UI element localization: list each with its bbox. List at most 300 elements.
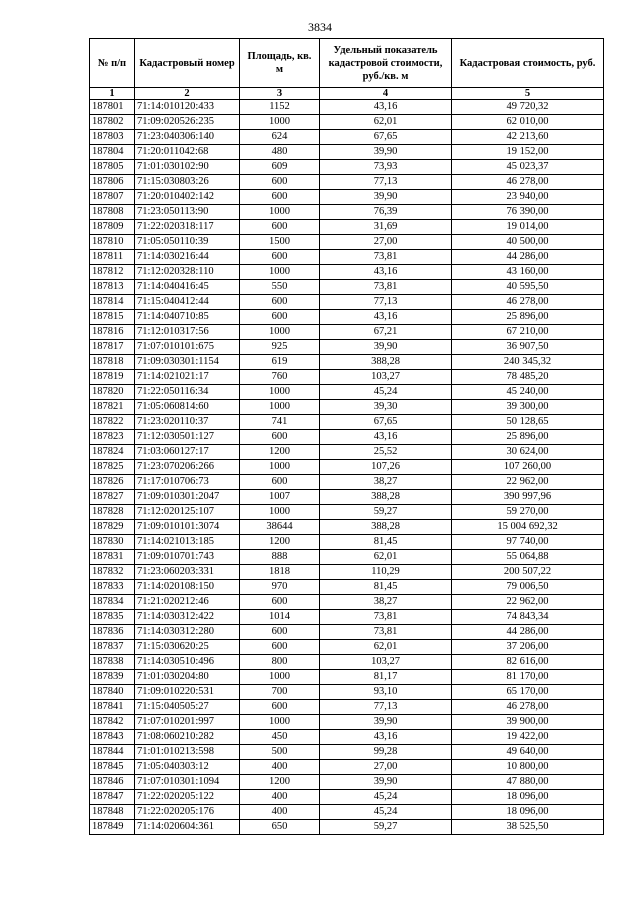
cadastral-value-cell: 81 170,00	[452, 670, 604, 685]
cadastral-number-cell: 71:22:050116:34	[135, 385, 240, 400]
table-row	[90, 715, 604, 730]
cadastral-number-cell: 71:14:021013:185	[135, 535, 240, 550]
table-row	[90, 595, 604, 610]
column-number: 4	[320, 88, 452, 100]
unit-value-cell: 45,24	[320, 790, 452, 805]
cadastral-number-cell: 71:09:010701:743	[135, 550, 240, 565]
row-number-cell: 187848	[90, 805, 135, 820]
header-row	[90, 39, 604, 88]
table-row	[90, 265, 604, 280]
table-row	[90, 790, 604, 805]
table-row	[90, 205, 604, 220]
area-cell: 700	[240, 685, 320, 700]
unit-value-cell: 73,81	[320, 625, 452, 640]
table-row	[90, 535, 604, 550]
cadastral-value-cell: 200 507,22	[452, 565, 604, 580]
unit-value-cell: 81,45	[320, 580, 452, 595]
row-number-cell: 187836	[90, 625, 135, 640]
cadastral-number-cell: 71:09:030301:1154	[135, 355, 240, 370]
page-number: 3834	[308, 20, 332, 34]
cadastral-number-cell: 71:22:020205:176	[135, 805, 240, 820]
row-number-cell: 187811	[90, 250, 135, 265]
cadastral-value-cell: 10 800,00	[452, 760, 604, 775]
cadastral-number-cell: 71:09:010101:3074	[135, 520, 240, 535]
row-number-cell: 187826	[90, 475, 135, 490]
cadastral-value-cell: 67 210,00	[452, 325, 604, 340]
cadastral-number-cell: 71:14:030312:280	[135, 625, 240, 640]
table-row	[90, 355, 604, 370]
unit-value-cell: 73,93	[320, 160, 452, 175]
unit-value-cell: 38,27	[320, 595, 452, 610]
cadastral-number-cell: 71:01:010213:598	[135, 745, 240, 760]
row-number-cell: 187808	[90, 205, 135, 220]
unit-value-cell: 107,26	[320, 460, 452, 475]
table-row	[90, 340, 604, 355]
cadastral-value-cell: 22 962,00	[452, 475, 604, 490]
area-cell: 600	[240, 700, 320, 715]
cadastral-value-cell: 19 014,00	[452, 220, 604, 235]
unit-value-cell: 43,16	[320, 730, 452, 745]
table-row	[90, 280, 604, 295]
area-cell: 1000	[240, 670, 320, 685]
cadastral-number-cell: 71:08:060210:282	[135, 730, 240, 745]
cadastral-value-cell: 65 170,00	[452, 685, 604, 700]
table-row	[90, 400, 604, 415]
cadastral-value-cell: 390 997,96	[452, 490, 604, 505]
area-cell: 1007	[240, 490, 320, 505]
cadastral-value-cell: 46 278,00	[452, 700, 604, 715]
row-number-cell: 187834	[90, 595, 135, 610]
header-row-number: № п/п	[90, 39, 135, 88]
area-cell: 550	[240, 280, 320, 295]
unit-value-cell: 388,28	[320, 490, 452, 505]
area-cell: 925	[240, 340, 320, 355]
area-cell: 400	[240, 790, 320, 805]
cadastral-value-cell: 19 152,00	[452, 145, 604, 160]
row-number-cell: 187801	[90, 100, 135, 115]
unit-value-cell: 39,90	[320, 190, 452, 205]
area-cell: 600	[240, 625, 320, 640]
cadastral-number-cell: 71:15:040505:27	[135, 700, 240, 715]
cadastral-value-cell: 49 640,00	[452, 745, 604, 760]
row-number-cell: 187830	[90, 535, 135, 550]
cadastral-number-cell: 71:14:030510:496	[135, 655, 240, 670]
row-number-cell: 187806	[90, 175, 135, 190]
table-row	[90, 475, 604, 490]
cadastral-number-cell: 71:01:030102:90	[135, 160, 240, 175]
table-row	[90, 700, 604, 715]
unit-value-cell: 73,81	[320, 610, 452, 625]
unit-value-cell: 27,00	[320, 235, 452, 250]
area-cell: 1000	[240, 715, 320, 730]
cadastral-value-cell: 40 500,00	[452, 235, 604, 250]
row-number-cell: 187802	[90, 115, 135, 130]
area-cell: 619	[240, 355, 320, 370]
cadastral-value-cell: 47 880,00	[452, 775, 604, 790]
cadastral-value-cell: 39 300,00	[452, 400, 604, 415]
cadastral-number-cell: 71:23:070206:266	[135, 460, 240, 475]
row-number-cell: 187818	[90, 355, 135, 370]
cadastral-number-cell: 71:12:020125:107	[135, 505, 240, 520]
table-row	[90, 445, 604, 460]
column-number: 3	[240, 88, 320, 100]
cadastral-number-cell: 71:21:020212:46	[135, 595, 240, 610]
unit-value-cell: 62,01	[320, 115, 452, 130]
table-row	[90, 565, 604, 580]
header-unit-value: Удельный показатель кадастровой стоимости, руб./кв. м	[320, 39, 452, 88]
unit-value-cell: 39,30	[320, 400, 452, 415]
area-cell: 609	[240, 160, 320, 175]
table-row	[90, 325, 604, 340]
table-row	[90, 805, 604, 820]
unit-value-cell: 67,65	[320, 415, 452, 430]
column-number: 2	[135, 88, 240, 100]
cadastral-value-cell: 107 260,00	[452, 460, 604, 475]
cadastral-value-cell: 37 206,00	[452, 640, 604, 655]
table-row	[90, 640, 604, 655]
cadastral-number-cell: 71:09:010301:2047	[135, 490, 240, 505]
table-row	[90, 745, 604, 760]
unit-value-cell: 81,17	[320, 670, 452, 685]
unit-value-cell: 388,28	[320, 355, 452, 370]
cadastral-value-cell: 43 160,00	[452, 265, 604, 280]
table-row	[90, 685, 604, 700]
row-number-cell: 187819	[90, 370, 135, 385]
unit-value-cell: 39,90	[320, 775, 452, 790]
column-numbers-row	[90, 88, 604, 100]
cadastral-number-cell: 71:05:040303:12	[135, 760, 240, 775]
cadastral-value-table	[89, 38, 604, 835]
area-cell: 38644	[240, 520, 320, 535]
unit-value-cell: 39,90	[320, 340, 452, 355]
table-row	[90, 130, 604, 145]
table-row	[90, 760, 604, 775]
cadastral-number-cell: 71:15:030803:26	[135, 175, 240, 190]
table-row	[90, 610, 604, 625]
table-row	[90, 490, 604, 505]
row-number-cell: 187827	[90, 490, 135, 505]
row-number-cell: 187843	[90, 730, 135, 745]
cadastral-number-cell: 71:12:020328:110	[135, 265, 240, 280]
row-number-cell: 187835	[90, 610, 135, 625]
cadastral-number-cell: 71:07:010301:1094	[135, 775, 240, 790]
table-body	[90, 100, 604, 835]
cadastral-number-cell: 71:20:010402:142	[135, 190, 240, 205]
unit-value-cell: 67,65	[320, 130, 452, 145]
row-number-cell: 187820	[90, 385, 135, 400]
area-cell: 1000	[240, 385, 320, 400]
area-cell: 600	[240, 175, 320, 190]
cadastral-number-cell: 71:05:050110:39	[135, 235, 240, 250]
row-number-cell: 187822	[90, 415, 135, 430]
column-number: 5	[452, 88, 604, 100]
area-cell: 1000	[240, 505, 320, 520]
cadastral-value-cell: 18 096,00	[452, 805, 604, 820]
unit-value-cell: 110,29	[320, 565, 452, 580]
cadastral-number-cell: 71:14:020108:150	[135, 580, 240, 595]
cadastral-number-cell: 71:09:020526:235	[135, 115, 240, 130]
unit-value-cell: 77,13	[320, 175, 452, 190]
cadastral-value-cell: 62 010,00	[452, 115, 604, 130]
cadastral-number-cell: 71:14:020604:361	[135, 820, 240, 835]
unit-value-cell: 43,16	[320, 310, 452, 325]
area-cell: 650	[240, 820, 320, 835]
unit-value-cell: 99,28	[320, 745, 452, 760]
row-number-cell: 187832	[90, 565, 135, 580]
row-number-cell: 187809	[90, 220, 135, 235]
row-number-cell: 187821	[90, 400, 135, 415]
cadastral-number-cell: 71:23:020110:37	[135, 415, 240, 430]
cadastral-value-cell: 59 270,00	[452, 505, 604, 520]
row-number-cell: 187840	[90, 685, 135, 700]
unit-value-cell: 27,00	[320, 760, 452, 775]
row-number-cell: 187849	[90, 820, 135, 835]
area-cell: 1818	[240, 565, 320, 580]
cadastral-value-cell: 74 843,34	[452, 610, 604, 625]
row-number-cell: 187807	[90, 190, 135, 205]
header-cadastral-value: Кадастровая стоимость, руб.	[452, 39, 604, 88]
table-row	[90, 520, 604, 535]
unit-value-cell: 25,52	[320, 445, 452, 460]
row-number-cell: 187828	[90, 505, 135, 520]
cadastral-value-cell: 15 004 692,32	[452, 520, 604, 535]
unit-value-cell: 59,27	[320, 505, 452, 520]
table-row	[90, 415, 604, 430]
area-cell: 741	[240, 415, 320, 430]
cadastral-number-cell: 71:09:010220:531	[135, 685, 240, 700]
area-cell: 600	[240, 250, 320, 265]
row-number-cell: 187810	[90, 235, 135, 250]
area-cell: 1500	[240, 235, 320, 250]
row-number-cell: 187838	[90, 655, 135, 670]
unit-value-cell: 81,45	[320, 535, 452, 550]
unit-value-cell: 103,27	[320, 370, 452, 385]
row-number-cell: 187803	[90, 130, 135, 145]
area-cell: 600	[240, 310, 320, 325]
row-number-cell: 187844	[90, 745, 135, 760]
unit-value-cell: 43,16	[320, 100, 452, 115]
table-row	[90, 625, 604, 640]
area-cell: 600	[240, 295, 320, 310]
table-row	[90, 385, 604, 400]
cadastral-value-cell: 46 278,00	[452, 175, 604, 190]
area-cell: 1000	[240, 265, 320, 280]
row-number-cell: 187824	[90, 445, 135, 460]
table-row	[90, 145, 604, 160]
row-number-cell: 187831	[90, 550, 135, 565]
row-number-cell: 187812	[90, 265, 135, 280]
row-number-cell: 187823	[90, 430, 135, 445]
area-cell: 624	[240, 130, 320, 145]
cadastral-number-cell: 71:15:030620:25	[135, 640, 240, 655]
table-row	[90, 310, 604, 325]
cadastral-number-cell: 71:05:060814:60	[135, 400, 240, 415]
cadastral-number-cell: 71:14:040710:85	[135, 310, 240, 325]
unit-value-cell: 45,24	[320, 805, 452, 820]
cadastral-value-cell: 82 616,00	[452, 655, 604, 670]
cadastral-value-cell: 30 624,00	[452, 445, 604, 460]
row-number-cell: 187814	[90, 295, 135, 310]
cadastral-number-cell: 71:23:050113:90	[135, 205, 240, 220]
cadastral-value-cell: 40 595,50	[452, 280, 604, 295]
area-cell: 1000	[240, 205, 320, 220]
unit-value-cell: 67,21	[320, 325, 452, 340]
cadastral-number-cell: 71:17:010706:73	[135, 475, 240, 490]
table-row	[90, 100, 604, 115]
cadastral-value-cell: 19 422,00	[452, 730, 604, 745]
area-cell: 600	[240, 595, 320, 610]
unit-value-cell: 77,13	[320, 700, 452, 715]
cadastral-number-cell: 71:07:010201:997	[135, 715, 240, 730]
area-cell: 450	[240, 730, 320, 745]
table-row	[90, 295, 604, 310]
cadastral-value-cell: 45 240,00	[452, 385, 604, 400]
area-cell: 400	[240, 805, 320, 820]
cadastral-value-cell: 46 278,00	[452, 295, 604, 310]
table-row	[90, 580, 604, 595]
area-cell: 760	[240, 370, 320, 385]
area-cell: 888	[240, 550, 320, 565]
unit-value-cell: 73,81	[320, 250, 452, 265]
cadastral-value-cell: 42 213,60	[452, 130, 604, 145]
area-cell: 600	[240, 640, 320, 655]
unit-value-cell: 39,90	[320, 145, 452, 160]
unit-value-cell: 43,16	[320, 430, 452, 445]
cadastral-value-cell: 25 896,00	[452, 430, 604, 445]
cadastral-number-cell: 71:14:040416:45	[135, 280, 240, 295]
area-cell: 1000	[240, 400, 320, 415]
area-cell: 600	[240, 190, 320, 205]
cadastral-value-cell: 18 096,00	[452, 790, 604, 805]
row-number-cell: 187839	[90, 670, 135, 685]
header-cadastral-number: Кадастровый номер	[135, 39, 240, 88]
unit-value-cell: 38,27	[320, 475, 452, 490]
cadastral-value-cell: 49 720,32	[452, 100, 604, 115]
row-number-cell: 187816	[90, 325, 135, 340]
cadastral-value-cell: 44 286,00	[452, 625, 604, 640]
row-number-cell: 187829	[90, 520, 135, 535]
area-cell: 1200	[240, 535, 320, 550]
table-row	[90, 190, 604, 205]
cadastral-value-cell: 23 940,00	[452, 190, 604, 205]
table-row	[90, 655, 604, 670]
area-cell: 800	[240, 655, 320, 670]
area-cell: 500	[240, 745, 320, 760]
cadastral-value-cell: 36 907,50	[452, 340, 604, 355]
area-cell: 970	[240, 580, 320, 595]
cadastral-value-cell: 55 064,88	[452, 550, 604, 565]
area-cell: 1000	[240, 325, 320, 340]
cadastral-value-cell: 39 900,00	[452, 715, 604, 730]
row-number-cell: 187842	[90, 715, 135, 730]
area-cell: 1152	[240, 100, 320, 115]
area-cell: 600	[240, 475, 320, 490]
unit-value-cell: 76,39	[320, 205, 452, 220]
cadastral-value-cell: 76 390,00	[452, 205, 604, 220]
unit-value-cell: 103,27	[320, 655, 452, 670]
area-cell: 400	[240, 760, 320, 775]
area-cell: 1014	[240, 610, 320, 625]
table-row	[90, 160, 604, 175]
table-row	[90, 505, 604, 520]
cadastral-number-cell: 71:07:010101:675	[135, 340, 240, 355]
cadastral-value-cell: 22 962,00	[452, 595, 604, 610]
table-row	[90, 730, 604, 745]
table-row	[90, 550, 604, 565]
area-cell: 1200	[240, 445, 320, 460]
unit-value-cell: 388,28	[320, 520, 452, 535]
unit-value-cell: 77,13	[320, 295, 452, 310]
area-cell: 1000	[240, 460, 320, 475]
row-number-cell: 187837	[90, 640, 135, 655]
column-number: 1	[90, 88, 135, 100]
cadastral-value-cell: 240 345,32	[452, 355, 604, 370]
row-number-cell: 187817	[90, 340, 135, 355]
table-row	[90, 235, 604, 250]
row-number-cell: 187805	[90, 160, 135, 175]
cadastral-number-cell: 71:15:040412:44	[135, 295, 240, 310]
cadastral-number-cell: 71:23:060203:331	[135, 565, 240, 580]
cadastral-value-cell: 44 286,00	[452, 250, 604, 265]
table-row	[90, 460, 604, 475]
area-cell: 1000	[240, 115, 320, 130]
unit-value-cell: 43,16	[320, 265, 452, 280]
area-cell: 600	[240, 430, 320, 445]
table-row	[90, 175, 604, 190]
table-row	[90, 430, 604, 445]
cadastral-number-cell: 71:12:010317:56	[135, 325, 240, 340]
unit-value-cell: 31,69	[320, 220, 452, 235]
cadastral-number-cell: 71:22:020205:122	[135, 790, 240, 805]
row-number-cell: 187813	[90, 280, 135, 295]
unit-value-cell: 45,24	[320, 385, 452, 400]
cadastral-number-cell: 71:23:040306:140	[135, 130, 240, 145]
row-number-cell: 187804	[90, 145, 135, 160]
table-row	[90, 370, 604, 385]
cadastral-number-cell: 71:12:030501:127	[135, 430, 240, 445]
table-row	[90, 250, 604, 265]
area-cell: 1200	[240, 775, 320, 790]
cadastral-number-cell: 71:14:021021:17	[135, 370, 240, 385]
row-number-cell: 187845	[90, 760, 135, 775]
unit-value-cell: 59,27	[320, 820, 452, 835]
table-row	[90, 115, 604, 130]
unit-value-cell: 93,10	[320, 685, 452, 700]
unit-value-cell: 73,81	[320, 280, 452, 295]
cadastral-number-cell: 71:14:010120:433	[135, 100, 240, 115]
row-number-cell: 187841	[90, 700, 135, 715]
cadastral-value-cell: 38 525,50	[452, 820, 604, 835]
table-row	[90, 220, 604, 235]
cadastral-number-cell: 71:22:020318:117	[135, 220, 240, 235]
cadastral-number-cell: 71:01:030204:80	[135, 670, 240, 685]
table-row	[90, 670, 604, 685]
cadastral-number-cell: 71:14:030216:44	[135, 250, 240, 265]
row-number-cell: 187825	[90, 460, 135, 475]
table-row	[90, 820, 604, 835]
unit-value-cell: 62,01	[320, 550, 452, 565]
cadastral-value-cell: 45 023,37	[452, 160, 604, 175]
cadastral-value-cell: 50 128,65	[452, 415, 604, 430]
table-row	[90, 775, 604, 790]
row-number-cell: 187815	[90, 310, 135, 325]
area-cell: 480	[240, 145, 320, 160]
unit-value-cell: 39,90	[320, 715, 452, 730]
cadastral-value-cell: 79 006,50	[452, 580, 604, 595]
cadastral-number-cell: 71:03:060127:17	[135, 445, 240, 460]
cadastral-value-cell: 78 485,20	[452, 370, 604, 385]
row-number-cell: 187847	[90, 790, 135, 805]
